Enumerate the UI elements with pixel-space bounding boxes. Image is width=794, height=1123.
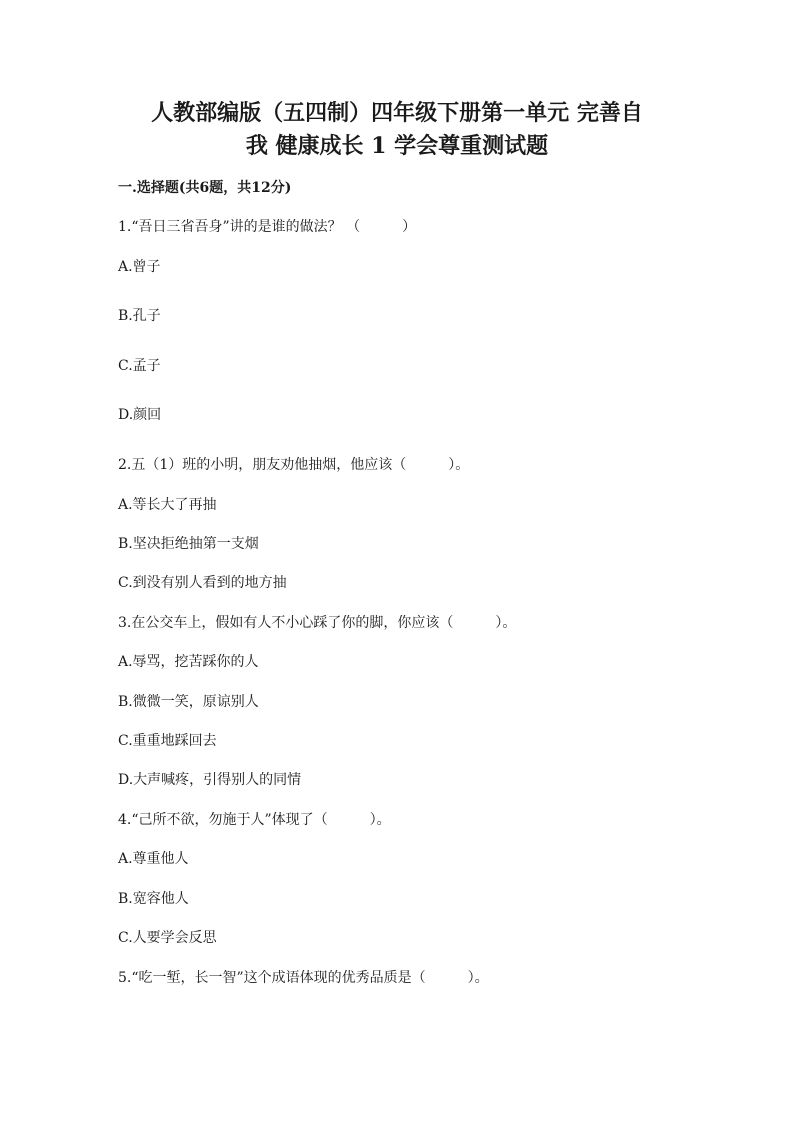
question-1-option-b: B.孔子 [118,308,161,324]
document-title-line-1: 人教部编版（五四制）四年级下册第一单元 完善自 [151,100,643,126]
question-1-option-a: A.曾子 [118,259,161,275]
question-4: 4.“己所不欲，勿施于人”体现了（ ）。 [118,812,391,828]
question-3-option-c: C.重重地踩回去 [118,733,217,749]
question-4-option-a: A.尊重他人 [118,851,189,867]
question-1: 1.“吾日三省吾身”讲的是谁的做法？ （ ） [118,219,417,235]
question-1-option-c: C.孟子 [118,358,161,374]
question-1-option-d: D.颜回 [118,407,162,423]
question-3-option-a: A.辱骂，挖苦踩你的人 [118,654,259,670]
question-2: 2.五（1）班的小明，朋友劝他抽烟，他应该（ ）。 [118,457,470,473]
question-4-option-c: C.人要学会反思 [118,930,217,946]
section-heading-multiple-choice: 一.选择题(共6题，共12分) [118,180,292,196]
document-title-line-2: 我 健康成长 1 学会尊重测试题 [245,133,549,159]
question-3-option-b: B.微微一笑，原谅别人 [118,694,259,710]
question-3-option-d: D.大声喊疼，引得别人的同情 [118,772,302,788]
question-2-option-c: C.到没有别人看到的地方抽 [118,575,287,591]
question-2-option-a: A.等长大了再抽 [118,497,217,513]
question-4-option-b: B.宽容他人 [118,891,189,907]
question-3: 3.在公交车上，假如有人不小心踩了你的脚，你应该（ ）。 [118,615,517,631]
question-5: 5.“吃一堑，长一智”这个成语体现的优秀品质是（ ）。 [118,970,489,986]
question-2-option-b: B.坚决拒绝抽第一支烟 [118,536,259,552]
